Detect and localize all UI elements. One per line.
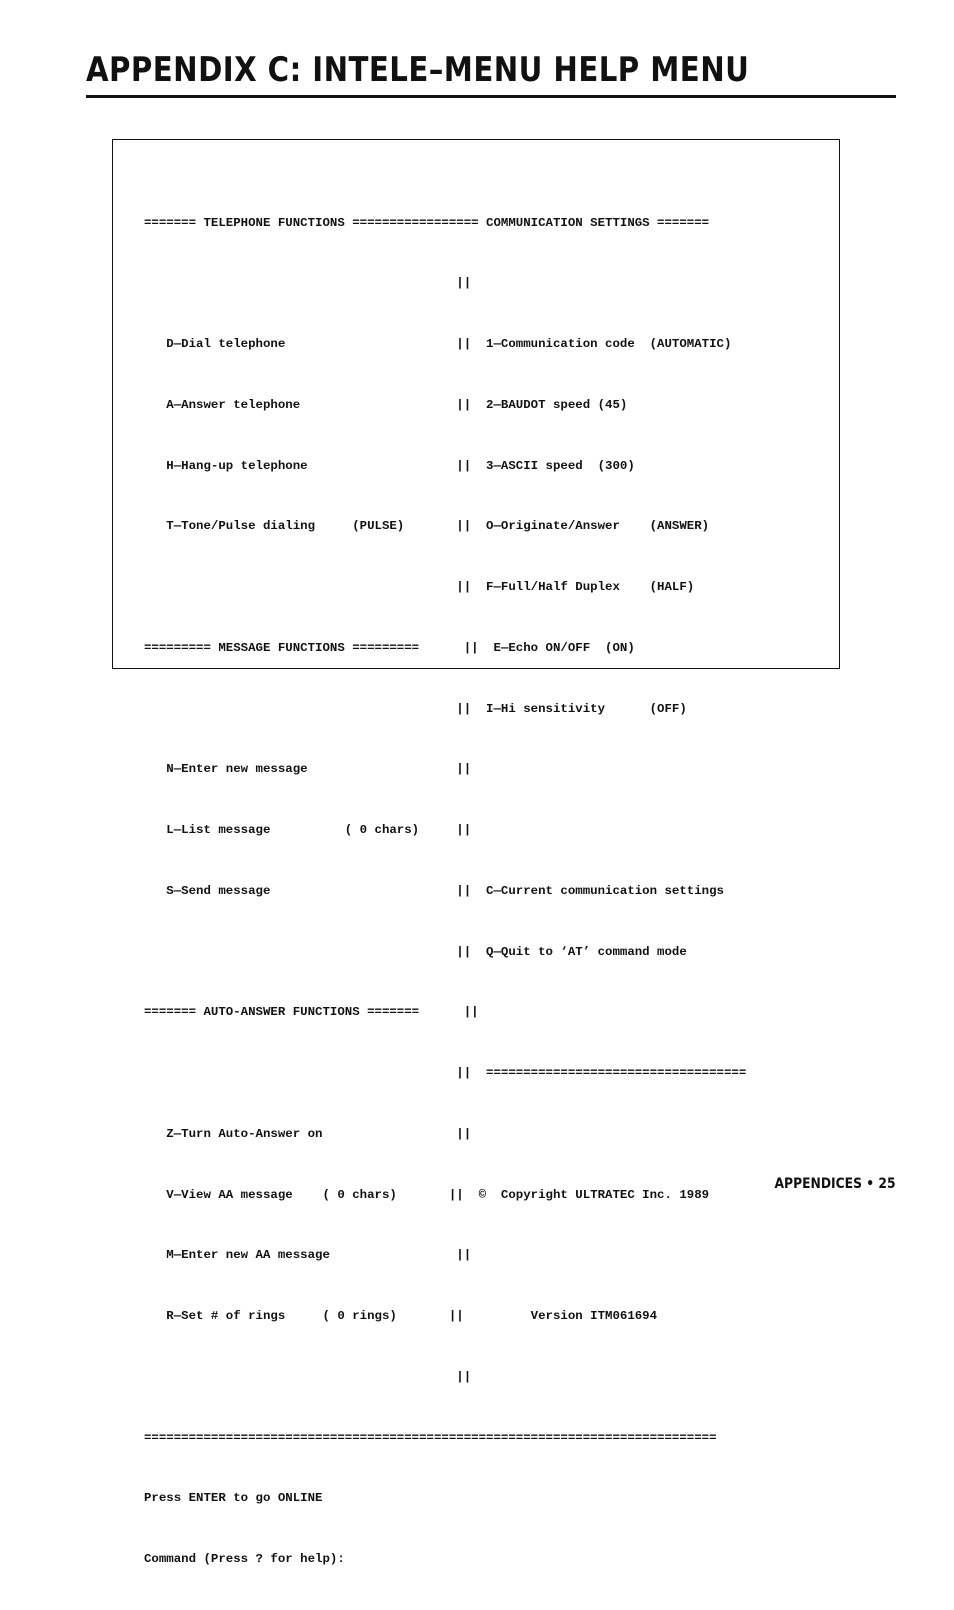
menu-line-dial-communication-code: D—Dial telephone || 1—Communication code (AUTOMATIC) [144,337,732,351]
menu-line-list-message: L—List message ( 0 chars) || [144,823,472,837]
menu-line-quit-at-mode: || Q—Quit to ‘AT’ command mode [144,944,687,959]
menu-line-hangup-ascii-speed: H—Hang-up telephone || 3—ASCII speed (300) [144,458,635,473]
screen-line-blank: || [144,276,472,291]
menu-line-send-current-settings: S—Send message || C—Current communication settings [144,883,724,898]
page-title: APPENDIX C: INTELE–MENU HELP MENU [86,50,750,90]
telephone-functions-header: ======= TELEPHONE FUNCTIONS ================= COMMUNICATION SETTINGS ======= [144,215,710,230]
menu-line-set-rings-version: R—Set # of rings ( 0 rings) || Version ITM061694 [144,1309,658,1323]
menu-line-tone-pulse-originate: T—Tone/Pulse dialing (PULSE) || O—Originate/Answer (ANSWER) [144,519,710,534]
screen-line-blank: || [144,1369,472,1384]
menu-line-answer-baudot-speed: A—Answer telephone || 2—BAUDOT speed (45) [144,397,628,412]
menu-line-hi-sensitivity: || I—Hi sensitivity (OFF) [144,701,687,716]
bottom-separator-line: ============================================================================= [144,1430,717,1445]
auto-answer-functions-header: ======= AUTO-ANSWER FUNCTIONS ======= || [144,1005,479,1020]
settings-separator-line: || =================================== [144,1066,747,1080]
command-prompt: Command (Press ? for help): [144,1552,345,1566]
menu-line-view-aa-copyright: V—View AA message ( 0 chars) || © Copyright ULTRATEC Inc. 1989 [144,1187,710,1202]
menu-line-turn-auto-answer-on: Z—Turn Auto-Answer on || [144,1126,472,1141]
menu-line-duplex: || F—Full/Half Duplex (HALF) [144,580,695,594]
menu-line-enter-new-aa-message: M—Enter new AA message || [144,1248,472,1263]
title-underline [86,95,896,98]
page-footer: APPENDICES • 25 [774,1176,896,1192]
terminal-screen-text [144,172,746,1610]
menu-line-enter-new-message: N—Enter new message || [144,762,472,777]
press-enter-prompt: Press ENTER to go ONLINE [144,1491,323,1506]
message-functions-header: ========= MESSAGE FUNCTIONS ========= || E—Echo ON/OFF (ON) [144,640,635,655]
